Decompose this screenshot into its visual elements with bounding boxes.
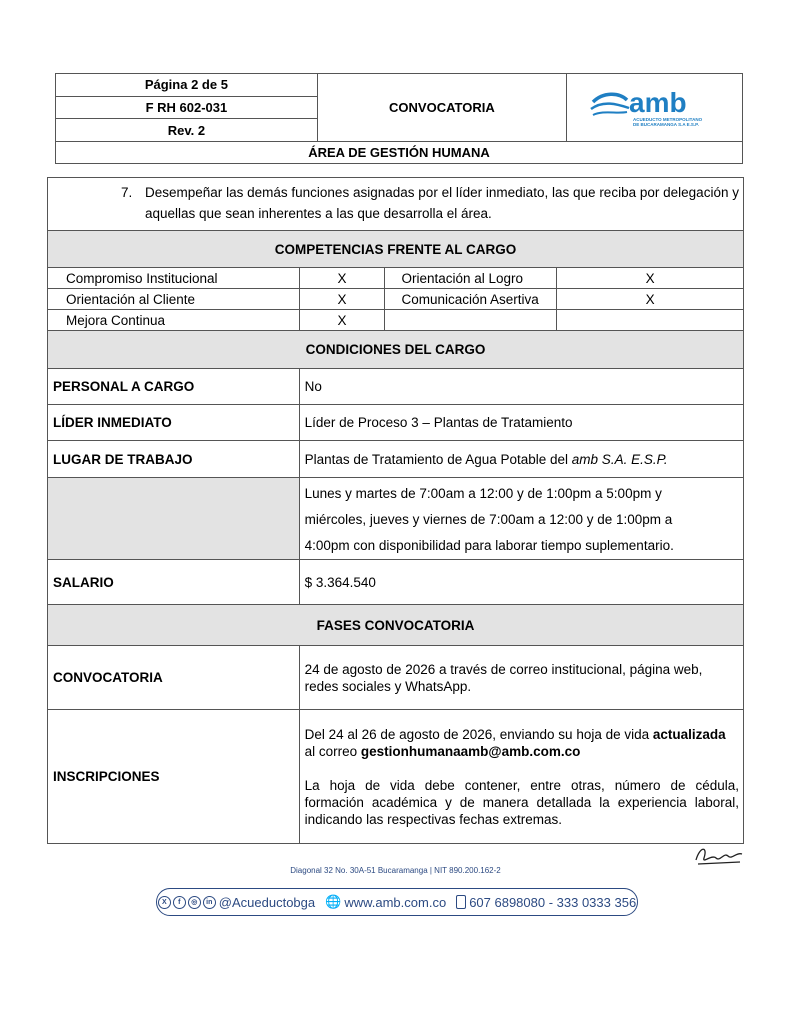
competencia-mark: X [557,268,744,289]
personal-label: PERSONAL A CARGO [48,369,300,405]
social-handle[interactable]: @Acueductobga [218,894,316,910]
competencia-mark: X [299,289,385,310]
competencia-mark [557,310,744,331]
instagram-icon[interactable]: ◎ [188,896,201,909]
competencia-label: Comunicación Asertiva [385,289,557,310]
competencias-title: COMPETENCIAS FRENTE AL CARGO [48,231,744,268]
competencia-label: Orientación al Cliente [48,289,300,310]
lider-label: LÍDER INMEDIATO [48,405,300,441]
competencia-row [48,268,744,289]
competencia-mark: X [299,268,385,289]
lugar-label: LUGAR DE TRABAJO [48,441,300,478]
x-icon[interactable]: X [158,896,171,909]
competencia-mark: X [299,310,385,331]
competencia-row [48,289,744,310]
inscripciones-label: INSCRIPCIONES [48,710,300,844]
svg-text:ACUEDUCTO METROPOLITANO: ACUEDUCTO METROPOLITANO [632,117,703,122]
convocatoria-value: 24 de agosto de 2026 a través de correo institucional, página web, redes sociales y WhatsApp. [299,646,743,710]
function-item [48,178,744,231]
globe-icon: 🌐 [325,894,342,909]
website-link[interactable]: www.amb.com.co [344,894,447,910]
horario-value: Lunes y martes de 7:00am a 12:00 y de 1:00pm a 5:00pm y miércoles, jueves y viernes de 7:00am a 12:00 y de 1:00pm a 4:00pm con disponibilidad para laborar tiempo suplementario. [299,478,743,560]
inscripciones-value: Del 24 al 26 de agosto de 2026, enviando su hoja de vida actualizada al correo gestionhumanaamb@amb.com.co La hoja de vida debe contener, entre otras, número de cédula, formación académica y de manera detallada la experiencia laboral, indicando las respectivas fechas extremas. [299,710,743,844]
lider-value: Líder de Proceso 3 – Plantas de Tratamiento [299,405,743,441]
personal-value: No [299,369,743,405]
fases-title: FASES CONVOCATORIA [48,605,744,646]
document-type: CONVOCATORIA [317,74,566,142]
document-header [55,73,743,164]
amb-logo [566,74,742,142]
amb-logo-icon [567,74,742,138]
footer-address: Diagonal 32 No. 30A-51 Bucaramanga | NIT 890.200.162-2 [290,866,501,875]
phone-icon [456,895,466,909]
lugar-value: Plantas de Tratamiento de Agua Potable del amb S.A. E.S.P. [299,441,743,478]
svg-text:amb: amb [628,87,687,118]
salario-label: SALARIO [48,560,300,605]
convocatoria-table [47,177,744,844]
function-number: 7. [121,185,133,200]
salario-value: $ 3.364.540 [299,560,743,605]
page-number: Página 2 de 5 [56,74,318,97]
social-icons [158,896,216,909]
convocatoria-label: CONVOCATORIA [48,646,300,710]
form-code: F RH 602-031 [56,96,318,119]
competencia-label: Compromiso Institucional [48,268,300,289]
linkedin-icon[interactable]: in [203,896,216,909]
svg-text:DE BUCARAMANGA S.A E.S.P.: DE BUCARAMANGA S.A E.S.P. [632,122,699,127]
competencia-row [48,310,744,331]
competencia-label: Mejora Continua [48,310,300,331]
facebook-icon[interactable]: f [173,896,186,909]
footer-contact-bar [156,888,638,916]
phone-number[interactable]: 607 6898080 - 333 0333 356 [469,894,637,910]
competencia-label [385,310,557,331]
area-title: ÁREA DE GESTIÓN HUMANA [56,142,743,164]
function-text: Desempeñar las demás funciones asignadas por el líder inmediato, las que reciba por delegación y aquellas que sean inherentes a las que desarrolla el área. [145,185,739,221]
competencia-label: Orientación al Logro [385,268,557,289]
competencia-mark: X [557,289,744,310]
revision: Rev. 2 [56,119,318,142]
horario-label [48,478,300,560]
condiciones-title: CONDICIONES DEL CARGO [48,331,744,369]
